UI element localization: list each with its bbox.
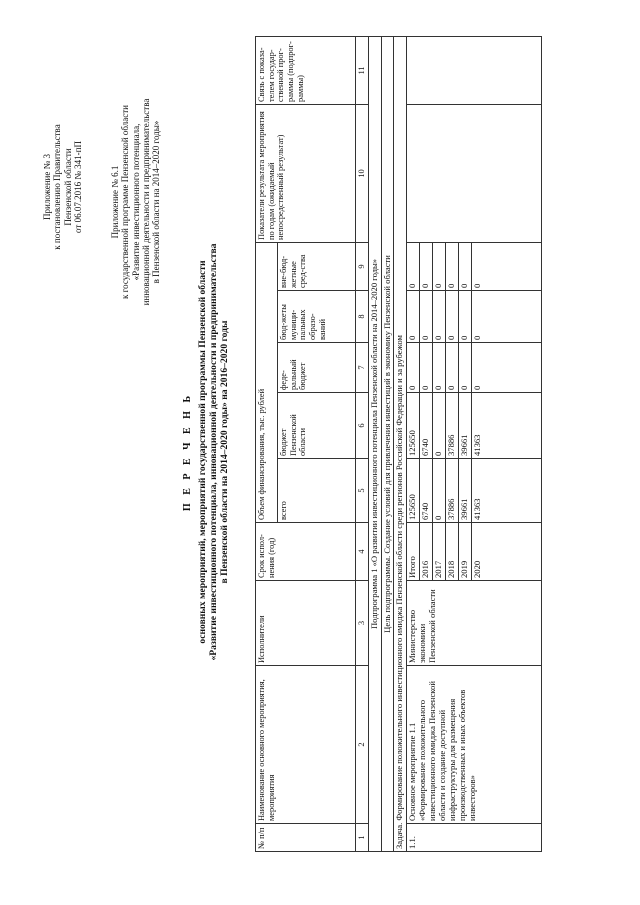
appendix-program-line: Приложение № 6.1	[110, 165, 120, 239]
regional-cell: 0	[433, 393, 446, 459]
task-row: Задача. Формирование положительного инвестиционного имиджа Пензенской области среди регионов Российской Федерации и за рубежом	[394, 36, 407, 851]
item-name: Основное мероприятие 1.1 «Формирование положительного инвестиционного имиджа Пензенской области и создание доступной инфраструктуры для размещения производственных и иных объектов инвесторов»	[407, 666, 541, 824]
federal-cell: 0	[407, 343, 420, 393]
extra-cell: 0	[458, 242, 471, 290]
municipal-cell: 0	[458, 291, 471, 343]
col-number: 3	[356, 581, 369, 666]
header-extrabudget: вне-бюд-жетные сред-ства	[278, 242, 356, 290]
extra-cell: 0	[407, 242, 420, 290]
header-funding: Объем финансирования, тыс. рублей	[256, 242, 278, 522]
header-regional: бюджет Пензенской области	[278, 393, 356, 459]
year-cell: 2017	[433, 523, 446, 581]
col-number: 8	[356, 291, 369, 343]
federal-cell: 0	[420, 343, 433, 393]
regional-cell: 37886	[445, 393, 458, 459]
municipal-cell: 0	[407, 291, 420, 343]
regional-cell: 39661	[458, 393, 471, 459]
col-number: 2	[356, 666, 369, 824]
col-number: 7	[356, 343, 369, 393]
header-name: Наименование основного мероприятия, мероприятия	[256, 666, 356, 824]
col-number: 11	[356, 36, 369, 104]
appendix-program-line: в Пензенской области на 2014–2020 годы»	[151, 120, 162, 284]
regional-cell: 125650	[407, 393, 420, 459]
appendix-program-line: к государственной программе Пензенской области	[120, 105, 131, 299]
item-executor: Министерство экономики Пензенской области	[407, 581, 541, 666]
extra-cell: 0	[445, 242, 458, 290]
total-cell: 6740	[420, 459, 433, 523]
federal-cell: 0	[471, 343, 541, 393]
subprogram-row: Подпрограмма 1 «О развитии инвестиционного потенциала Пензенской области на 2014–2020 годы»	[368, 36, 381, 851]
col-number: 1	[356, 824, 369, 852]
extra-cell: 0	[471, 242, 541, 290]
year-cell: 2018	[445, 523, 458, 581]
appendix-decree-line: к постановлению Правительства	[52, 124, 63, 250]
municipal-cell: 0	[471, 291, 541, 343]
total-cell: 0	[433, 459, 446, 523]
document-page	[30, 12, 610, 892]
header-total: всего	[278, 459, 356, 523]
federal-cell: 0	[433, 343, 446, 393]
regional-cell: 41363	[471, 393, 541, 459]
indicators-cell	[407, 104, 541, 242]
appendix-program-line: инновационной деятельности и предпринимательства	[141, 98, 152, 306]
total-cell: 39661	[458, 459, 471, 523]
appendix-decree-line: от 06.07.2016 № 341-пП	[73, 141, 84, 233]
title-line: основных мероприятий, мероприятий государственной программы Пензенской области	[196, 260, 208, 644]
goal-row: Цель подпрограммы. Создание условий для привлечения инвестиций в экономику Пензенской области	[381, 36, 394, 851]
title-heading: П Е Р Е Ч Е Н Ь	[182, 392, 193, 512]
appendix-decree-line: Приложение № 3	[42, 154, 52, 220]
col-number: 6	[356, 393, 369, 459]
header-link: Связь с показа-телем государ-ственной прог-раммы (подпрог-раммы)	[256, 36, 356, 104]
total-cell: 125650	[407, 459, 420, 523]
col-number: 5	[356, 459, 369, 523]
header-indicators: Показатели результата мероприятия по годам (ожидаемый непосредственный результат)	[256, 104, 356, 242]
regional-cell: 6740	[420, 393, 433, 459]
title-line: в Пензенской области на 2014–2020 годы» на 2016–2020 годы	[218, 320, 230, 584]
appendix-program-block	[110, 52, 162, 352]
col-number: 10	[356, 104, 369, 242]
appendix-decree-line: Пензенской области	[62, 148, 73, 226]
header-executors: Исполнители	[256, 581, 356, 666]
total-cell: 37886	[445, 459, 458, 523]
federal-cell: 0	[445, 343, 458, 393]
appendix-program-line: «Развитие инвестиционного потенциала,	[130, 123, 141, 281]
year-cell: 2016	[420, 523, 433, 581]
year-cell: 2019	[458, 523, 471, 581]
municipal-cell: 0	[445, 291, 458, 343]
header-federal: феде-ральный бюджет	[278, 343, 356, 393]
measures-table	[255, 36, 542, 852]
extra-cell: 0	[420, 242, 433, 290]
header-num: № п/п	[256, 824, 356, 852]
header-term: Срок испол-нения (год)	[256, 523, 356, 581]
extra-cell: 0	[433, 242, 446, 290]
appendix-decree-block	[42, 57, 83, 317]
col-number: 4	[356, 523, 369, 581]
year-cell: Итого	[407, 523, 420, 581]
total-cell: 41363	[471, 459, 541, 523]
municipal-cell: 0	[433, 291, 446, 343]
header-municipal: бюд-жеты муници-пальных образо-ваний	[278, 291, 356, 343]
col-number: 9	[356, 242, 369, 290]
year-cell: 2020	[471, 523, 541, 581]
title-line: «Развитие инвестиционного потенциала, инновационной деятельности и предпринимательства	[207, 243, 219, 661]
item-number: 1.1.	[407, 824, 541, 852]
municipal-cell: 0	[420, 291, 433, 343]
federal-cell: 0	[458, 343, 471, 393]
document-title	[182, 152, 230, 752]
link-cell	[407, 36, 541, 104]
